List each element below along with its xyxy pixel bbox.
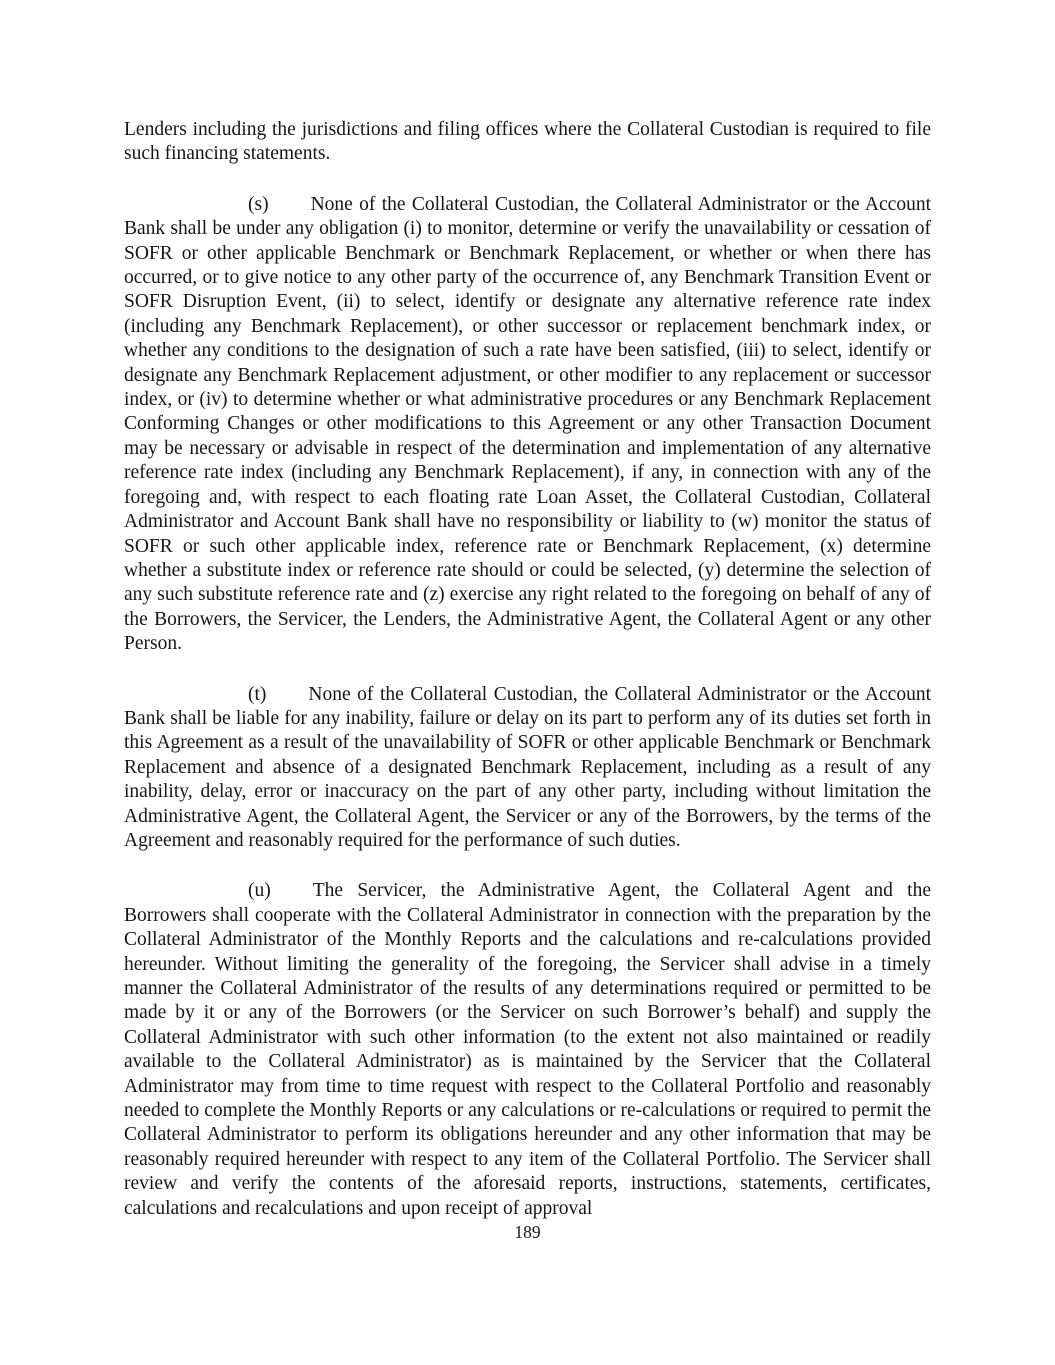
paragraph-s: [124, 193, 931, 657]
tab-spacer: [271, 895, 313, 896]
tab-spacer: [266, 699, 308, 700]
paragraph-continuation: Lenders including the jurisdictions and filing offices where the Collateral Custodian is required to file such financing statements.: [124, 119, 931, 165]
paragraph-s-text: None of the Collateral Custodian, the Collateral Administrator or the Account Bank shall be under any obligation (i) to monitor, determine or verify the unavailability or cessation of SOFR or other applicable Benchmark or Benchmark Replacement, or whether or when there has occurred, or to give notice to any other party of the occurrence of, any Benchmark Transition Event or SOFR Disruption Event, (ii) to select, identify or designate any alternative reference rate index (including any Benchmark Replacement), or other successor or replacement benchmark index, or whether any conditions to the designation of such a rate have been satisfied, (iii) to select, identify or designate any Benchmark Replacement adjustment, or other modifier to any replacement or successor index, or (iv) to determine whether or what administrative procedures or any Benchmark Replacement Conforming Changes or other modifications to this Agreement or any other Transaction Document may be necessary or advisable in respect of the determination and implementation of any alternative reference rate index (including any Benchmark Replacement), if any, in connection with any of the foregoing and, with respect to each floating rate Loan Asset, the Collateral Custodian, Collateral Administrator and Account Bank shall have no responsibility or liability to (w) monitor the status of SOFR or such other applicable index, reference rate or Benchmark Replacement, (x) determine whether a substitute index or reference rate should or could be selected, (y) determine the selection of any such substitute reference rate and (z) exercise any right related to the foregoing on behalf of any of the Borrowers, the Servicer, the Lenders, the Administrative Agent, the Collateral Agent or any other Person.: [124, 193, 931, 655]
page-number: 189: [514, 1222, 541, 1242]
document-text-block: [124, 118, 931, 1221]
paragraph-t-label: (t): [248, 683, 267, 705]
paragraph-t-text: None of the Collateral Custodian, the Collateral Administrator or the Account Bank shall be liable for any inability, failure or delay on its part to perform any of its duties set forth in this Agreement as a result of the unavailability of SOFR or other applicable Benchmark or Benchmark Replacement and absence of a designated Benchmark Replacement, including as a result of any inability, delay, error or inaccuracy on the part of any other party, including without limitation the Administrative Agent, the Collateral Agent, the Servicer or any of the Borrowers, by the terms of the Agreement and reasonably required for the performance of such duties.: [124, 683, 931, 851]
paragraph-u: [124, 879, 931, 1221]
paragraph-s-label: (s): [248, 193, 269, 215]
paragraph-u-text: The Servicer, the Administrative Agent, the Collateral Agent and the Borrowers shall cooperate with the Collateral Administrator in connection with the preparation by the Collateral Administrator of the Monthly Reports and the calculations and re-calculations provided hereunder. Without limiting the generality of the foregoing, the Servicer shall advise in a timely manner the Collateral Administrator of the results of any determinations required or permitted to be made by it or any of the Borrowers (or the Servicer on such Borrower’s behalf) and supply the Collateral Administrator with such other information (to the extent not also maintained or readily available to the Collateral Administrator) as is maintained by the Servicer that the Collateral Administrator may from time to time request with respect to the Collateral Portfolio and reasonably needed to complete the Monthly Reports or any calculations or re-calculations or required to permit the Collateral Administrator to perform its obligations hereunder and any other information that may be reasonably required hereunder with respect to any item of the Collateral Portfolio. The Servicer shall review and verify the contents of the aforesaid reports, instructions, statements, certificates, calculations and recalculations and upon receipt of approval: [124, 880, 931, 1219]
tab-spacer: [269, 209, 311, 210]
paragraph-u-label: (u): [248, 880, 271, 902]
paragraph-t: [124, 683, 931, 854]
